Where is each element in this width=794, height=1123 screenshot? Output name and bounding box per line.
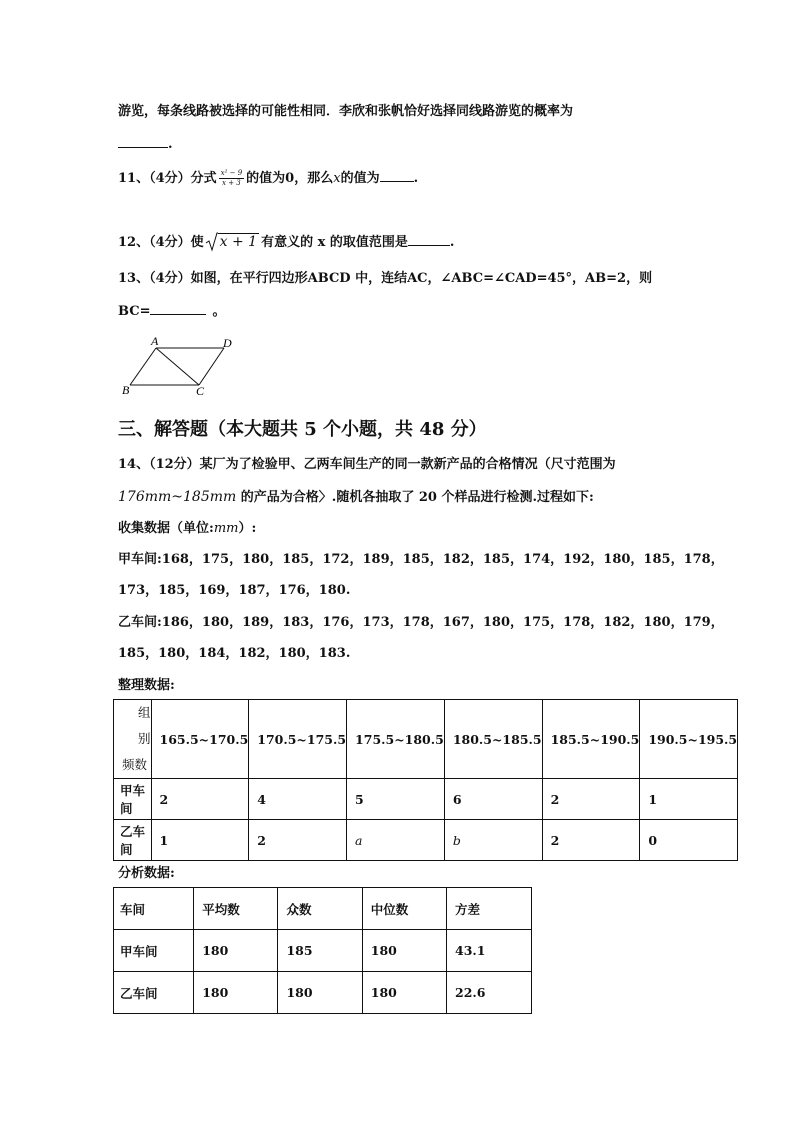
table-corner-cell <box>114 700 152 779</box>
question-13-line2 <box>118 301 225 321</box>
header-cell: 方差 <box>447 888 532 930</box>
q12-end: . <box>449 235 455 250</box>
diagonal-ac <box>156 348 199 385</box>
table-cell: 180 <box>278 972 362 1014</box>
corner-bottom-label: 频数 <box>122 757 148 772</box>
table-header-row <box>114 888 532 930</box>
vertex-label-d: D <box>223 336 232 350</box>
intro-text: 游览，每条线路被选择的可能性相同．李欣和张帆恰好选择同线路游览的概率为 <box>118 104 574 119</box>
question-11 <box>118 168 418 188</box>
answer-blank[interactable] <box>150 301 206 315</box>
collect-unit: mm <box>213 521 239 536</box>
vertex-label-c: C <box>196 384 205 398</box>
collect-end: ）: <box>238 521 257 536</box>
statistics-table <box>113 887 532 1014</box>
header-cell: 中位数 <box>362 888 446 930</box>
header-cell: 185.5~190.5 <box>542 700 640 779</box>
frequency-table <box>113 699 738 861</box>
table-cell: 180 <box>194 972 278 1014</box>
q13-line1: 13、（4分）如图，在平行四边形ABCD 中，连结AC，∠ABC=∠CAD=45°，AB=2，则 <box>118 271 653 286</box>
q12-prefix: 12、（4分）使 <box>118 235 204 250</box>
table-row <box>114 779 738 820</box>
header-cell: 180.5~185.5 <box>444 700 542 779</box>
q11-prefix: 11、（4分）分式 <box>118 171 217 186</box>
table-row <box>114 972 532 1014</box>
question-12 <box>118 232 454 252</box>
vertex-label-a: A <box>151 334 159 348</box>
q14-range: 176mm~185mm <box>118 489 237 505</box>
parallelogram-figure <box>116 334 246 400</box>
q11-variable: x <box>333 171 341 186</box>
header-cell: 众数 <box>278 888 362 930</box>
intro-answer-line <box>118 134 173 154</box>
table-cell: 2 <box>249 820 347 861</box>
q14-line2-rest: 的产品为合格〉.随机各抽取了 20 个样品进行检测.过程如下: <box>236 490 594 505</box>
row-label-cell: 甲车间 <box>114 930 194 972</box>
answer-blank[interactable] <box>380 168 414 182</box>
header-cell: 190.5~195.5 <box>640 700 738 779</box>
table-cell: 180 <box>362 972 446 1014</box>
table-row <box>114 820 738 861</box>
yi-data-line2: 185，180，184，182，180，183. <box>118 646 351 661</box>
jia-data-line1: 甲车间:168，175，180，185，172，189，185，182，185，174，192，180，185，178， <box>118 552 724 567</box>
table-cell: 180 <box>194 930 278 972</box>
organize-label: 整理数据: <box>118 678 175 693</box>
q11-suffix: 的值为 <box>340 171 380 186</box>
table-cell: 2 <box>542 820 640 861</box>
corner-top-label: 组别 <box>138 705 151 746</box>
answer-blank[interactable] <box>118 134 168 148</box>
q12-sqrt <box>206 233 259 251</box>
table-cell: 5 <box>347 779 445 820</box>
q11-end: . <box>413 171 419 186</box>
header-cell: 175.5~180.5 <box>347 700 445 779</box>
table-cell-unknown-b: b <box>444 820 542 861</box>
table-cell: 180 <box>362 930 446 972</box>
collect-label <box>118 520 256 538</box>
table-cell-unknown-a: a <box>347 820 445 861</box>
yi-data-line1: 乙车间:186，180，189，183，176，173，178，167，180，175，178，182，180，179， <box>118 615 724 630</box>
question-13 <box>118 270 652 288</box>
header-cell: 车间 <box>114 888 194 930</box>
q12-suffix: 有意义的 x 的取值范围是 <box>261 235 408 250</box>
analyze-label: 分析数据: <box>118 866 175 881</box>
q14-line2 <box>118 488 594 507</box>
q11-middle: 的值为0，那么 <box>246 171 334 186</box>
table-cell: 1 <box>151 820 249 861</box>
side-ab <box>130 348 156 385</box>
row-label-cell: 乙车间 <box>114 972 194 1014</box>
header-cell: 170.5~175.5 <box>249 700 347 779</box>
q11-fraction <box>219 169 245 188</box>
q13-prefix: BC= <box>118 304 151 319</box>
table-cell: 6 <box>444 779 542 820</box>
table-cell: 0 <box>640 820 738 861</box>
header-cell: 平均数 <box>194 888 278 930</box>
header-cell: 165.5~170.5 <box>151 700 249 779</box>
table-cell: 1 <box>640 779 738 820</box>
table-cell: 2 <box>151 779 249 820</box>
table-header-row <box>114 700 738 779</box>
q11-denominator: x + 3 <box>222 179 241 187</box>
row-label-cell: 乙车间 <box>114 820 152 861</box>
table-cell: 185 <box>278 930 362 972</box>
section-heading: 三、解答题（本大题共 5 个小题，共 48 分） <box>118 419 487 440</box>
vertex-label-b: B <box>122 383 130 397</box>
table-cell: 2 <box>542 779 640 820</box>
q13-end: 。 <box>212 304 226 319</box>
table-cell: 43.1 <box>447 930 532 972</box>
intro-end: . <box>168 137 173 152</box>
collect-label-text: 收集数据（单位: <box>118 521 214 536</box>
answer-blank[interactable] <box>408 232 450 246</box>
q11-numerator: x² − 9 <box>220 169 243 177</box>
table-cell: 22.6 <box>447 972 532 1014</box>
row-label-cell: 甲车间 <box>114 779 152 820</box>
table-cell: 4 <box>249 779 347 820</box>
intro-line <box>118 103 573 121</box>
q12-radicand: x + 1 <box>219 234 258 250</box>
side-cd <box>199 348 224 385</box>
radical-sign-icon <box>206 232 218 252</box>
jia-data-line2: 173，185，169，187，176，180. <box>118 583 351 598</box>
table-row <box>114 930 532 972</box>
q14-line1: 14、（12分）某厂为了检验甲、乙两车间生产的同一款新产品的合格情况（尺寸范围为 <box>118 457 616 472</box>
